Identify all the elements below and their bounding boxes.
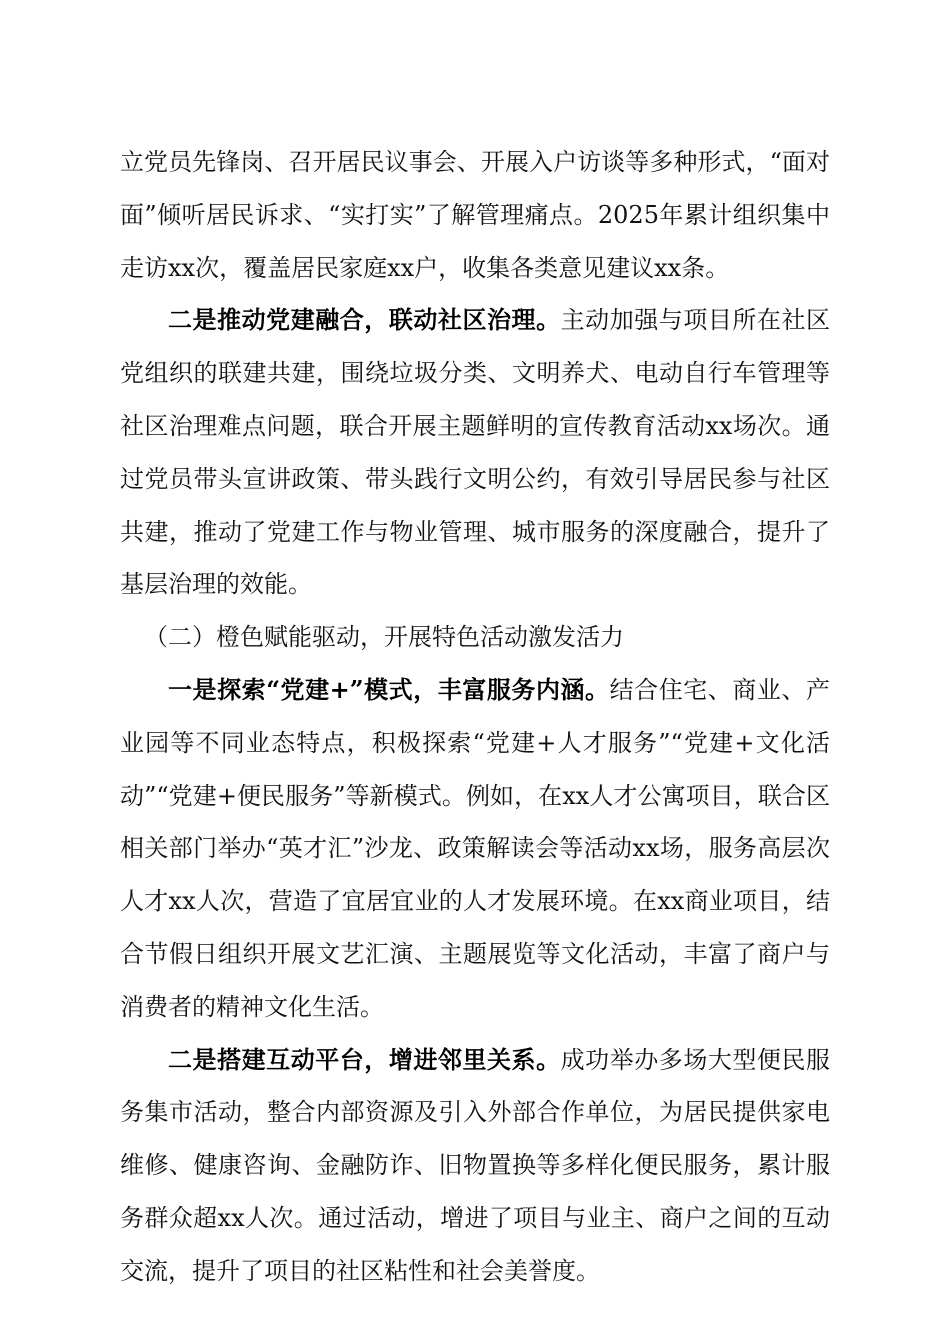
- paragraph-text: 主动加强与项目所在社区党组织的联建共建，围绕垃圾分类、文明养犬、电动自行车管理等社区治理难点问题，联合开展主题鲜明的宣传教育活动xx场次。通过党员带头宣讲政策、带头践行文明公约，有效引导居民参与社区共建，推动了党建工作与物业管理、城市服务的深度融合，提升了基层治理的效能。: [120, 306, 831, 599]
- paragraph-lead: 二是推动党建融合，联动社区治理。: [168, 305, 561, 335]
- paragraph-interaction-platform: [120, 1034, 830, 1298]
- paragraph-continued: [120, 136, 830, 294]
- section-heading: （二）橙色赋能驱动，开展特色活动激发活力: [144, 623, 624, 652]
- paragraph-text: 立党员先锋岗、召开居民议事会、开展入户访谈等多种形式，“面对面”倾听居民诉求、“实打实”了解管理痛点。2025年累计组织集中走访xx次，覆盖居民家庭xx户，收集各类意见建议xx条。: [120, 148, 830, 282]
- paragraph-community-governance: [120, 294, 830, 611]
- document-body: [120, 136, 830, 1298]
- paragraph-lead: 一是探索“党建+”模式，丰富服务内涵。: [168, 674, 610, 704]
- paragraph-party-plus-model: [120, 664, 830, 1034]
- paragraph-text: 成功举办多场大型便民服务集市活动，整合内部资源及引入外部合作单位，为居民提供家电维修、健康咨询、金融防诈、旧物置换等多样化便民服务，累计服务群众超xx人次。通过活动，增进了项目与业主、商户之间的互动交流，提升了项目的社区粘性和社会美誉度。: [120, 1045, 831, 1285]
- paragraph-lead: 二是搭建互动平台，增进邻里关系。: [168, 1044, 561, 1074]
- paragraph-text: 结合住宅、商业、产业园等不同业态特点，积极探索“党建+人才服务”“党建+文化活动”“党建+便民服务”等新模式。例如，在xx人才公寓项目，联合区相关部门举办“英才汇”沙龙、政策解读会等活动xx场，服务高层次人才xx人次，营造了宜居宜业的人才发展环境。在xx商业项目，结合节假日组织开展文艺汇演、主题展览等文化活动，丰富了商户与消费者的精神文化生活。: [120, 675, 831, 1021]
